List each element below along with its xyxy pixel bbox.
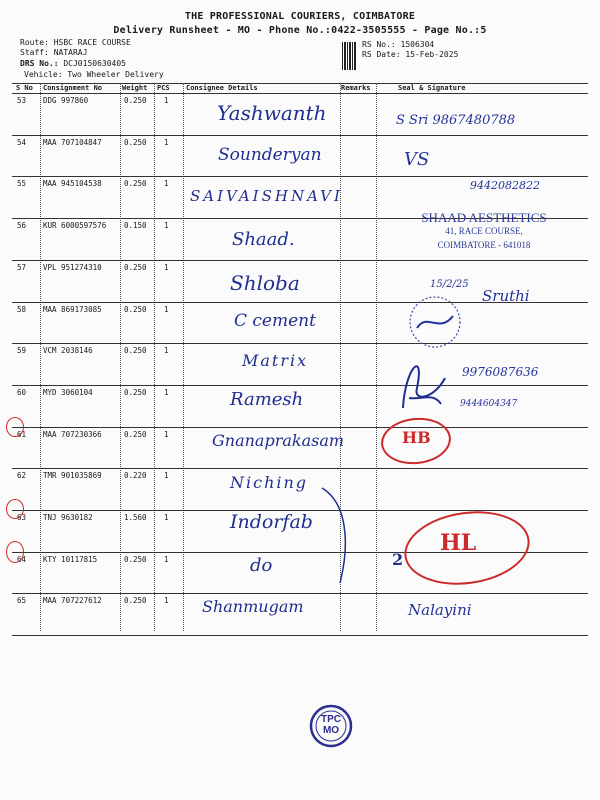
stamp-date: 15/2/25 [430, 279, 469, 290]
col-consignment: Consignment No [43, 84, 103, 92]
consignee-handwriting: SAIVAISHNAVI [190, 187, 343, 205]
row-consignment: MAA 707230366 [43, 429, 102, 439]
staff-label: Staff: NATARAJ [20, 48, 88, 57]
row-weight: 0.250 [124, 137, 147, 147]
row-weight: 0.250 [124, 596, 147, 606]
row-pcs: 1 [164, 137, 169, 147]
row-consignment: MAA 945104538 [43, 179, 102, 189]
signature-row-59: 9976087636 [462, 365, 539, 379]
row-consignment: KTY 10117815 [43, 554, 98, 564]
row-sno: 63 [17, 513, 27, 522]
consignee-handwriting: Shloba [230, 271, 300, 295]
row-pcs: 1 [164, 221, 169, 231]
vehicle-label: Vehicle: Two Wheeler Delivery [24, 70, 164, 79]
row-pcs: 1 [164, 96, 169, 105]
consignee-handwriting: Niching [230, 473, 309, 492]
red-mark-row-64 [6, 541, 27, 564]
row-divider [12, 176, 588, 177]
consignee-handwriting: Shanmugam [202, 597, 304, 616]
consignee-handwriting: Ramesh [230, 389, 304, 410]
handwritten-two: 2 [392, 550, 404, 569]
rs-number: RS No.: 1506304 [362, 40, 435, 49]
row-sno: 60 [17, 387, 27, 397]
row-divider [12, 468, 588, 469]
company-title: THE PROFESSIONAL COURIERS, COIMBATORE [184, 11, 416, 22]
row-divider [12, 260, 588, 261]
col-remarks: Remarks [341, 84, 371, 92]
row-weight: 0.250 [124, 304, 147, 314]
col-weight: Weight [122, 84, 148, 92]
row-sno: 59 [17, 346, 27, 356]
consignee-handwriting: Sounderyan [218, 145, 322, 165]
row-pcs: 1 [164, 262, 169, 272]
row-consignment: MAA 707227612 [43, 596, 102, 606]
row-sno: 54 [17, 137, 27, 147]
col-sno: S No [16, 84, 33, 92]
row-consignment: DDG 997860 [43, 96, 89, 105]
rs-date: RS Date: 15-Feb-2025 [362, 50, 459, 59]
signature-row-54: VS [404, 149, 430, 170]
row-weight: 0.250 [124, 554, 147, 564]
red-mark-row-63 [6, 499, 24, 519]
row-consignment: MAA 707104847 [43, 137, 102, 147]
tpc-logo-top: TPC [321, 714, 341, 725]
row-weight: 1.560 [124, 513, 147, 522]
row-weight: 0.250 [124, 96, 147, 105]
row-divider [12, 635, 588, 636]
consignee-handwriting: Gnanaprakasam [212, 431, 345, 450]
row-consignment: TNJ 9630182 [43, 513, 93, 522]
row-pcs: 1 [164, 429, 169, 439]
row-weight: 0.250 [124, 387, 147, 397]
consignee-handwriting: Indorfab [230, 511, 313, 533]
row-sno: 61 [17, 429, 27, 439]
row-weight: 0.250 [124, 179, 147, 189]
row-sno: 65 [17, 596, 27, 606]
signature-scribble [395, 338, 455, 418]
row-divider [12, 593, 588, 594]
row-consignment: VCM 2038146 [43, 346, 93, 356]
signature-row-60: 9444604347 [460, 399, 518, 409]
stamp-address-2: COIMBATORE - 641018 [437, 240, 531, 250]
drs-number [20, 59, 126, 69]
row-pcs: 1 [164, 304, 169, 314]
consignee-handwriting: Shaad. [232, 229, 295, 250]
signature-row-53: S Sri 9867480788 [396, 113, 516, 128]
runsheet-subtitle: Delivery Runsheet - MO - Phone No.:0422-3505555 - Page No.:5 [113, 25, 487, 36]
route-label: Route: HSBC RACE COURSE [20, 38, 131, 47]
signature-row-65: Nalayini [408, 601, 472, 619]
red-mark-hl: HL [440, 530, 477, 556]
row-pcs: 1 [164, 471, 169, 481]
row-consignment: MYD 3060104 [43, 387, 93, 397]
row-divider [12, 385, 588, 386]
signature-row-58: Sruthi [482, 287, 530, 305]
row-sno: 57 [17, 262, 27, 272]
row-sno: 56 [17, 221, 27, 231]
stamp-company: SHAAD AESTHETICS [421, 210, 547, 225]
row-consignment: KUR 6000597576 [43, 221, 107, 231]
row-weight: 0.150 [124, 221, 147, 231]
consignee-handwriting: C cement [234, 311, 316, 331]
row-sno: 62 [17, 471, 27, 481]
row-consignment: MAA 869173085 [43, 304, 102, 314]
tpc-logo-bottom: MO [322, 725, 340, 736]
row-weight: 0.250 [124, 346, 147, 356]
row-divider [12, 135, 588, 136]
barcode [342, 42, 356, 70]
drs-label: DRS No.: [20, 59, 59, 68]
signature-row-55: 9442082822 [470, 179, 540, 192]
row-pcs: 1 [164, 513, 169, 522]
consignee-handwriting: Matrix [242, 351, 309, 370]
red-mark-row-61 [6, 417, 27, 439]
col-pcs: PCS [157, 84, 170, 92]
row-divider [12, 427, 588, 428]
row-sno: 55 [17, 179, 27, 189]
row-weight: 0.250 [124, 262, 147, 272]
red-mark-hb: HB [402, 428, 431, 447]
row-consignment: TMR 901035869 [43, 471, 102, 481]
bracket-stroke [312, 483, 362, 593]
row-pcs: 1 [164, 554, 169, 564]
row-sno: 58 [17, 304, 27, 314]
col-signature: Seal & Signature [398, 84, 466, 92]
consignee-handwriting: Yashwanth [217, 101, 327, 125]
row-sno: 53 [17, 96, 27, 105]
row-consignment: VPL 951274310 [43, 262, 102, 272]
drs-value: DCJ0150630405 [63, 59, 126, 68]
row-pcs: 1 [164, 387, 169, 397]
row-pcs: 1 [164, 596, 169, 606]
row-sno: 64 [17, 554, 27, 564]
row-weight: 0.250 [124, 429, 147, 439]
row-divider [12, 343, 588, 344]
tpc-logo [308, 703, 354, 749]
stamp-address-1: 41, RACE COURSE, [445, 226, 523, 236]
row-weight: 0.220 [124, 471, 147, 481]
consignee-handwriting: do [250, 555, 273, 576]
row-pcs: 1 [164, 179, 169, 189]
row-pcs: 1 [164, 346, 169, 356]
col-consignee: Consignee Details [186, 84, 258, 92]
